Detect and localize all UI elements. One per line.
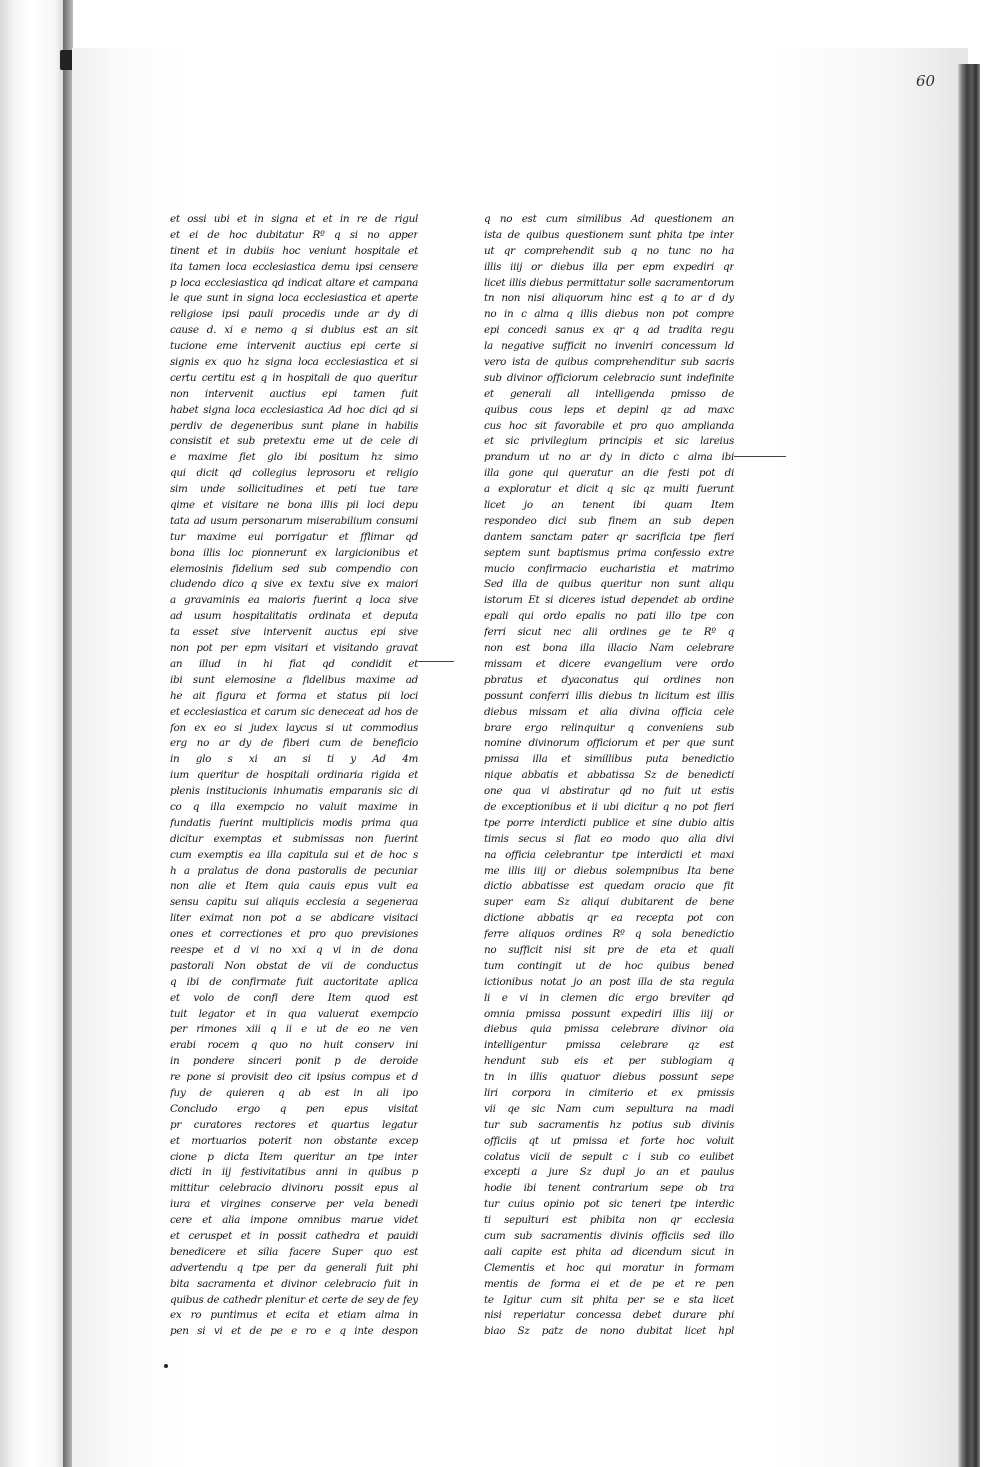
manuscript-line: ut qr comprehendit sub q no tunc no ha: [484, 244, 734, 257]
manuscript-line: epi concedi sanus ex qr q ad tradita regu: [484, 324, 734, 337]
manuscript-line: h a pralatus de dona pastoralis de pecuniar: [170, 864, 418, 877]
manuscript-line: cione p dicta Item queritur an tpe inter: [170, 1150, 418, 1163]
manuscript-line: Clementis et hoc qui moratur in formam: [484, 1261, 734, 1274]
manuscript-line: q no est cum similibus Ad questionem an: [484, 213, 734, 225]
manuscript-line: cus hoc sit favorabile et pro quo amplianda: [484, 419, 734, 432]
manuscript-line: tucione eme intervenit auctius epi certe si: [170, 340, 418, 353]
manuscript-line: liter eximat non pot a se abdicare visitaci: [170, 912, 418, 925]
manuscript-line: erabi rocem q quo no huit conserv ini: [170, 1039, 418, 1052]
manuscript-line: ex ro puntimus et ecita et etiam alma in: [170, 1309, 418, 1322]
manuscript-line: elemosinis fidelium sed sub compendio con: [170, 562, 418, 575]
manuscript-line: cludendo dico q sive ex textu sive ex maiori: [170, 578, 418, 591]
manuscript-line: cum exemptis ea illa capitula sui et de hoc s: [170, 848, 418, 861]
manuscript-line: cause d. xi e nemo q si dubius est an sit: [170, 324, 418, 337]
manuscript-line: mucio confirmacio eucharistia et matrimo: [484, 562, 734, 575]
manuscript-line: dictio abbatisse est quedam oracio que fit: [484, 880, 734, 893]
manuscript-line: aali capite est phita ad dicendum sicut in: [484, 1245, 734, 1258]
manuscript-line: omnia pmissa possunt expediri illis iiij or: [484, 1007, 734, 1020]
manuscript-line: ista de quibus questionem sunt phita tpe inter: [484, 228, 734, 241]
manuscript-line: illis iiij or diebus illa per epm expediri qr: [484, 260, 734, 273]
manuscript-line: pr curatores rectores et quartus legatur: [170, 1118, 418, 1131]
manuscript-line: licet illis diebus permittatur solle sacramentorum: [484, 276, 734, 289]
manuscript-line: septem sunt baptismus prima confessio extre: [484, 546, 734, 559]
manuscript-line: qime et visitare ne bona illis pii loci depu: [170, 499, 418, 512]
manuscript-line: non pot per epm visitari et visitando gravat: [170, 642, 418, 655]
manuscript-line: vii qe sic Nam cum sepultura na madi: [484, 1102, 734, 1115]
manuscript-line: tur maxime eui porrigatur et fflimar qd: [170, 530, 418, 543]
manuscript-line: et ceruspet et in possit cathedra et pauidi: [170, 1230, 418, 1242]
ink-dot: [164, 1364, 168, 1368]
manuscript-line: certu certitu est q in hospitali de quo queritur: [170, 371, 418, 384]
manuscript-line: ti sepulturi est phibita non qr ecclesia: [484, 1214, 734, 1227]
manuscript-line: tur cuius opinio pot sic teneri tpe interdic: [484, 1198, 734, 1211]
manuscript-line: re pone si provisit deo cit ipsius compus et d: [170, 1071, 418, 1084]
manuscript-line: ictionibus notat jo an post illa de sta regula: [484, 975, 734, 988]
manuscript-line: respondeo dici sub finem an sub depen: [484, 514, 734, 527]
manuscript-line: dantem sanctam pater qr sacrificia tpe fieri: [484, 530, 734, 543]
manuscript-line: q ibi de confirmate fuit auctoritate aplica: [170, 975, 418, 988]
manuscript-line: ium queritur de hospitali ordinaria rigida et: [170, 769, 418, 782]
manuscript-line: tum contingit ut de hoc quibus bened: [484, 959, 734, 972]
manuscript-line: per rimones xiii q ii e ut de eo ne ven: [170, 1023, 418, 1036]
manuscript-line: intelligentur pmissa celebrare qz est: [484, 1039, 734, 1052]
manuscript-line: hendunt sub eis et per sublogiam q: [484, 1055, 734, 1068]
manuscript-line: dicti in iij festivitatibus anni in quibus p: [170, 1166, 418, 1179]
manuscript-line: pastorali Non obstat de vii de conductus: [170, 959, 418, 972]
manuscript-line: in pondere sinceri ponit p de deroide: [170, 1055, 418, 1068]
manuscript-line: epali qui ordo epalis no pati illo tpe con: [484, 610, 734, 623]
manuscript-line: officiis qt ut pmissa et forte hoc voluit: [484, 1134, 734, 1147]
page-fore-edge: [958, 64, 980, 1467]
manuscript-line: dictione abbatis qr ea recepta pot con: [484, 912, 734, 925]
manuscript-line: no in c alma q illis diebus non pot compre: [484, 308, 734, 321]
manuscript-line: benedicere et silia facere Super quo est: [170, 1245, 418, 1258]
manuscript-line: sim unde sollicitudines et peti tue tare: [170, 483, 418, 496]
manuscript-line: le que sunt in signa loca ecclesiastica et aperte: [170, 292, 418, 305]
manuscript-line: one qua vi abstiratur qd no fuit ut estis: [484, 785, 734, 798]
manuscript-line: quibus cous leps et depinl qz ad maxc: [484, 403, 734, 416]
manuscript-line: consistit et sub pretextu eme ut de cele di: [170, 435, 418, 448]
manuscript-line: advertendu q tpe per da generali fuit phi: [170, 1261, 418, 1274]
manuscript-line: fuy de quieren q ab est in ali ipo: [170, 1086, 418, 1099]
manuscript-line: reespe et d vi no xxi q vi in de dona: [170, 943, 418, 956]
manuscript-line: sub divinor officiorum celebracio sunt indefinite: [484, 371, 734, 384]
manuscript-line: ferre aliquos ordines Rº q sola benedictio: [484, 928, 734, 941]
manuscript-line: Sed illa de quibus queritur non sunt aliqu: [484, 578, 734, 591]
manuscript-line: pmissa illa et simillibus puta benedictio: [484, 753, 734, 766]
manuscript-line: mentis de forma ei et de pe et re pen: [484, 1277, 734, 1290]
manuscript-line: habet signa loca ecclesiastica Ad hoc dici qd si: [170, 403, 418, 416]
manuscript-line: e maxime fiet glo ibi positum hz simo: [170, 451, 418, 464]
manuscript-line: possunt conferri illis diebus tn licitum est illis: [484, 689, 734, 702]
manuscript-line: ta esset sive intervenit auctus epi sive: [170, 626, 418, 639]
manuscript-line: co q illa exempcio no valuit maxime in: [170, 800, 418, 813]
manuscript-line: quibus de cathedr plenitur et certe de sey de fey: [170, 1293, 418, 1306]
manuscript-line: mittitur celebracio divinoru possit epus al: [170, 1182, 418, 1195]
manuscript-line: istorum Et si diceres istud dependet ab ordine: [484, 594, 734, 607]
manuscript-line: li e vi in clemen dic ergo breviter qd: [484, 991, 734, 1004]
manuscript-line: tata ad usum personarum miserabilium consumi: [170, 514, 418, 527]
manuscript-line: tur sub sacramentis hz potius sub divinis: [484, 1118, 734, 1131]
right-text-column: [484, 212, 734, 1340]
margin-guide-line-right: [734, 456, 786, 457]
manuscript-line: an illud in hi fiat qd condidit et: [170, 657, 418, 670]
manuscript-line: pbratus et dyaconatus qui ordines non: [484, 673, 734, 686]
manuscript-line: signis ex quo hz signa loca ecclesiastica et si: [170, 356, 418, 369]
manuscript-line: diebus quia pmissa celebrare divinor oia: [484, 1023, 734, 1036]
manuscript-line: brare ergo relinquitur q conveniens sub: [484, 721, 734, 734]
margin-guide-line-left: [418, 661, 454, 662]
manuscript-line: ones et correctiones et pro quo previsiones: [170, 928, 418, 941]
manuscript-line: te Igitur cum sit phita per se e sta licet: [484, 1293, 734, 1306]
manuscript-line: illa gone qui queratur an die festi pot di: [484, 467, 734, 480]
manuscript-line: non intervenit auctius epi tamen fuit: [170, 387, 418, 400]
manuscript-line: bita sacramenta et divinor celebracio fuit in: [170, 1277, 418, 1290]
manuscript-line: tinent et in dubiis hoc veniunt hospitale et: [170, 244, 418, 257]
manuscript-line: religiose ipsi pauli procedis unde ar dy di: [170, 308, 418, 321]
manuscript-line: na officia celebrantur tpe interdicti et maxi: [484, 848, 734, 861]
manuscript-line: p loca ecclesiastica qd indicat altare et campana: [170, 276, 418, 289]
manuscript-line: bona illis loc pionnerunt ex largicionibus et: [170, 546, 418, 559]
manuscript-line: Concludo ergo q pen epus visitat: [170, 1102, 418, 1115]
manuscript-line: et volo de confi dere Item quod est: [170, 991, 418, 1004]
manuscript-line: ita tamen loca ecclesiastica demu ipsi censere: [170, 260, 418, 273]
manuscript-line: prandum ut no ar dy in dicto c alma ibi: [484, 451, 734, 464]
manuscript-line: me illis iiij or diebus solempnibus Ita bene: [484, 864, 734, 877]
manuscript-line: plenis institucionis inhumatis emparanis sic di: [170, 785, 418, 798]
manuscript-line: nisi reperiatur concessa debet durare phi: [484, 1309, 734, 1322]
manuscript-line: et ei de hoc dubitatur Rº q si no apper: [170, 228, 418, 241]
manuscript-line: et generali all intelligenda pmisso de: [484, 387, 734, 400]
manuscript-line: excepti a jure Sz dupl jo an et paulus: [484, 1166, 734, 1179]
manuscript-line: nomine divinorum officiorum et per que sunt: [484, 737, 734, 750]
manuscript-line: vero ista de quibus comprehenditur sub sacris: [484, 356, 734, 369]
manuscript-line: a exploratur et dicit q sic qz multi fuerunt: [484, 483, 734, 496]
manuscript-line: ad usum hospitalitatis ordinata et deputa: [170, 610, 418, 623]
manuscript-line: super eam Sz aliqui dubitarent de bene: [484, 896, 734, 909]
manuscript-line: in glo s xi an si ti y Ad 4m: [170, 753, 418, 766]
left-text-column: [170, 212, 418, 1340]
manuscript-line: biao Sz patz de nono dubitat licet hpl: [484, 1325, 734, 1338]
manuscript-line: licet jo an tenent ibi quam Item: [484, 499, 734, 512]
manuscript-line: tuit legator et in qua valuerat exempcio: [170, 1007, 418, 1020]
manuscript-line: diebus missam et alia divina officia cele: [484, 705, 734, 718]
manuscript-line: et mortuarios poterit non obstante excep: [170, 1134, 418, 1147]
manuscript-line: et ossi ubi et in signa et et in re de rigul: [170, 213, 418, 225]
manuscript-line: de exceptionibus et ii ubi dicitur q no pot fieri: [484, 800, 734, 813]
manuscript-line: missam et dicere evangelium vere ordo: [484, 657, 734, 670]
manuscript-line: perdiv de degeneribus sunt plane in habilis: [170, 419, 418, 432]
manuscript-line: dicitur exemptas et submissas non fuerint: [170, 832, 418, 845]
manuscript-line: cere et alia impone omnibus marue videt: [170, 1214, 418, 1227]
manuscript-line: ibi sunt elemosine a fidelibus maxime ad: [170, 673, 418, 686]
manuscript-line: non alie et Item quia cauis epus vult ea: [170, 880, 418, 893]
manuscript-line: fundatis fuerint multiplicis modis prima qua: [170, 816, 418, 829]
manuscript-line: et sic privilegium principis et sic lareius: [484, 435, 734, 448]
manuscript-line: he ait figura et forma et status pii loci: [170, 689, 418, 702]
manuscript-line: non est bona illa illacio Nam celebrare: [484, 642, 734, 655]
manuscript-line: liri corpora in cimiterio et ex pmissis: [484, 1086, 734, 1099]
manuscript-line: nique abbatis et abbatissa Sz de benedicti: [484, 769, 734, 782]
left-page-edge: [0, 0, 70, 1467]
manuscript-line: cum sub sacramentis divinis officiis sed illo: [484, 1230, 734, 1242]
manuscript-line: iura et virgines conserve per vela benedi: [170, 1198, 418, 1211]
manuscript-line: qui dicit qd collegius leprosoru et religio: [170, 467, 418, 480]
manuscript-line: hodie ibi tenent contrarium sepe ob tra: [484, 1182, 734, 1195]
manuscript-line: tn in illis quatuor diebus possunt sepe: [484, 1071, 734, 1084]
manuscript-line: a gravaminis ea maioris fuerint q loca sive: [170, 594, 418, 607]
manuscript-line: la negative sufficit no inveniri concessum ld: [484, 340, 734, 353]
manuscript-line: tn non nisi aliquorum hinc est q to ar d dy: [484, 292, 734, 305]
manuscript-line: sensu capitu sui aliquis ecclesia a segeneraa: [170, 896, 418, 909]
manuscript-line: pen si vi et de pe e ro e q inte despon: [170, 1325, 418, 1338]
manuscript-line: tpe porre interdicti publice et sine dubio altis: [484, 816, 734, 829]
manuscript-line: et ecclesiastica et carum sic deneceat ad hos de: [170, 705, 418, 718]
manuscript-line: fon ex eo si judex laycus si ut commodius: [170, 721, 418, 734]
folio-number: 60: [916, 72, 936, 90]
manuscript-line: timis secus si fiat eo modo quo alia divi: [484, 832, 734, 845]
manuscript-line: ferri sicut nec alii ordines ge te Rº q: [484, 626, 734, 639]
manuscript-line: erg no ar dy de fiberi cum de beneficio: [170, 737, 418, 750]
manuscript-line: no sufficit nisi sit pre de eta et quali: [484, 943, 734, 956]
manuscript-line: colatus vicii de sepult c i sub co eulibet: [484, 1150, 734, 1163]
